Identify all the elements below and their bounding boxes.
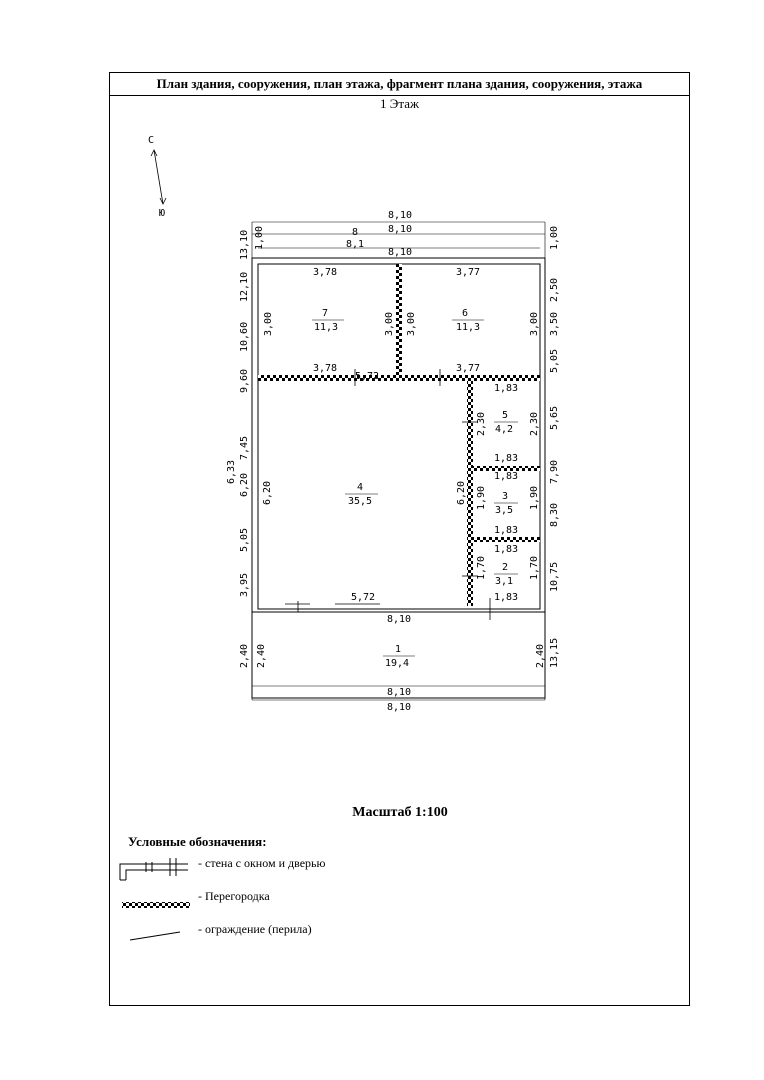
room-6-area: 11,3 [456, 322, 481, 333]
legend-title: Условные обозначения: [128, 834, 267, 849]
left-dim-7: 5,05 [239, 527, 250, 552]
room-4-bottom: 5,72 [351, 592, 376, 603]
legend-partition-label: - Перегородка [198, 889, 270, 903]
room-4-left: 6,20 [262, 480, 273, 505]
right-dim-8: 10,75 [549, 561, 560, 592]
room-7-number: 7 [322, 308, 329, 319]
scale-label: Масштаб 1:100 [352, 805, 448, 820]
room-6-bottom: 3,77 [456, 363, 481, 374]
room-1-right: 2,40 [535, 643, 546, 668]
left-dim-3: 10,60 [239, 321, 250, 352]
room-5-top: 1,83 [494, 383, 519, 394]
right-dim-2: 2,50 [549, 277, 560, 302]
room-4-number: 4 [357, 482, 364, 493]
floor-label: 1 Этаж [380, 96, 419, 111]
partition-vertical [467, 378, 473, 606]
room-5-number: 5 [502, 410, 509, 421]
room-3-top: 1,83 [494, 471, 519, 482]
room-5-area: 4,2 [495, 424, 514, 435]
room-1-left: 2,40 [256, 643, 267, 668]
left-dim-9: 2,40 [239, 643, 250, 668]
room-3-area: 3,5 [495, 505, 514, 516]
legend-wall-label: - стена с окном и дверью [198, 856, 326, 870]
left-dim-1: 13,10 [239, 229, 250, 260]
room-5-left: 2,30 [476, 411, 487, 436]
plan-title: План здания, сооружения, план этажа, фрагмент плана здания, сооружения, этажа [109, 72, 690, 96]
left-total-dim: 6,33 [226, 459, 237, 484]
dim-top-1: 8,10 [388, 210, 413, 221]
room-7-bottom: 3,78 [313, 363, 338, 374]
room-6-left: 3,00 [406, 311, 417, 336]
dim-bottom-3: 8,10 [387, 702, 412, 713]
partition-7-6 [396, 264, 402, 378]
room-2-number: 2 [502, 562, 509, 573]
room-7-right: 3,00 [384, 311, 395, 336]
room-6-top: 3,77 [456, 267, 481, 278]
room-2-bottom: 1,83 [494, 592, 519, 603]
left-dim-4: 9,60 [239, 368, 250, 393]
right-dim-9: 13,15 [549, 637, 560, 668]
room-5-bottom: 1,83 [494, 453, 519, 464]
right-dim-1: 1,00 [549, 225, 560, 250]
room-2-area: 3,1 [495, 576, 514, 587]
room-1-number: 1 [395, 644, 402, 655]
legend-wall-icon [120, 858, 188, 880]
right-dim-7: 8,30 [549, 502, 560, 527]
left-dim-5: 7,45 [239, 435, 250, 460]
room-6-right: 3,00 [529, 311, 540, 336]
room-7-area: 11,3 [314, 322, 339, 333]
room-4-top: 5,72 [355, 371, 380, 382]
legend-railing-icon [130, 932, 180, 940]
room-6-number: 6 [462, 308, 469, 319]
dim-bottom-1: 8,10 [387, 614, 412, 625]
right-dim-6: 7,90 [549, 459, 560, 484]
left-dim-8: 3,95 [239, 572, 250, 597]
legend-partition-icon [122, 902, 190, 908]
room-3-right: 1,90 [529, 485, 540, 510]
room-3-bottom: 1,83 [494, 525, 519, 536]
room-4-area: 35,5 [348, 496, 373, 507]
room-7-top: 3,78 [313, 267, 338, 278]
compass-icon [151, 150, 166, 204]
room-2-left: 1,70 [476, 555, 487, 580]
left-inner-dim-1: 1,00 [254, 225, 265, 250]
room-3-number: 3 [502, 491, 509, 502]
right-dim-5: 5,65 [549, 405, 560, 430]
room-1-area: 19,4 [385, 658, 410, 669]
compass-north: С [148, 135, 155, 146]
room-5-right: 2,30 [529, 411, 540, 436]
room-8-area: 8,1 [346, 239, 365, 250]
partition-3-2 [470, 537, 540, 542]
room-2-top: 1,83 [494, 544, 519, 555]
room-4-right: 6,20 [456, 480, 467, 505]
room-7-left: 3,00 [263, 311, 274, 336]
compass-south: Ю [159, 208, 166, 219]
right-dim-3: 3,50 [549, 311, 560, 336]
partition-horizontal [258, 375, 540, 381]
right-dim-4: 5,05 [549, 348, 560, 373]
legend-railing-label: - ограждение (перила) [198, 922, 312, 936]
dim-top-2: 8,10 [388, 224, 413, 235]
dim-bottom-2: 8,10 [387, 687, 412, 698]
room-2-right: 1,70 [529, 555, 540, 580]
room-3-left: 1,90 [476, 485, 487, 510]
room-8-number: 8 [352, 227, 359, 238]
dim-top-3: 8,10 [388, 247, 413, 258]
left-dim-6: 6,20 [239, 472, 250, 497]
left-dim-2: 12,10 [239, 271, 250, 302]
